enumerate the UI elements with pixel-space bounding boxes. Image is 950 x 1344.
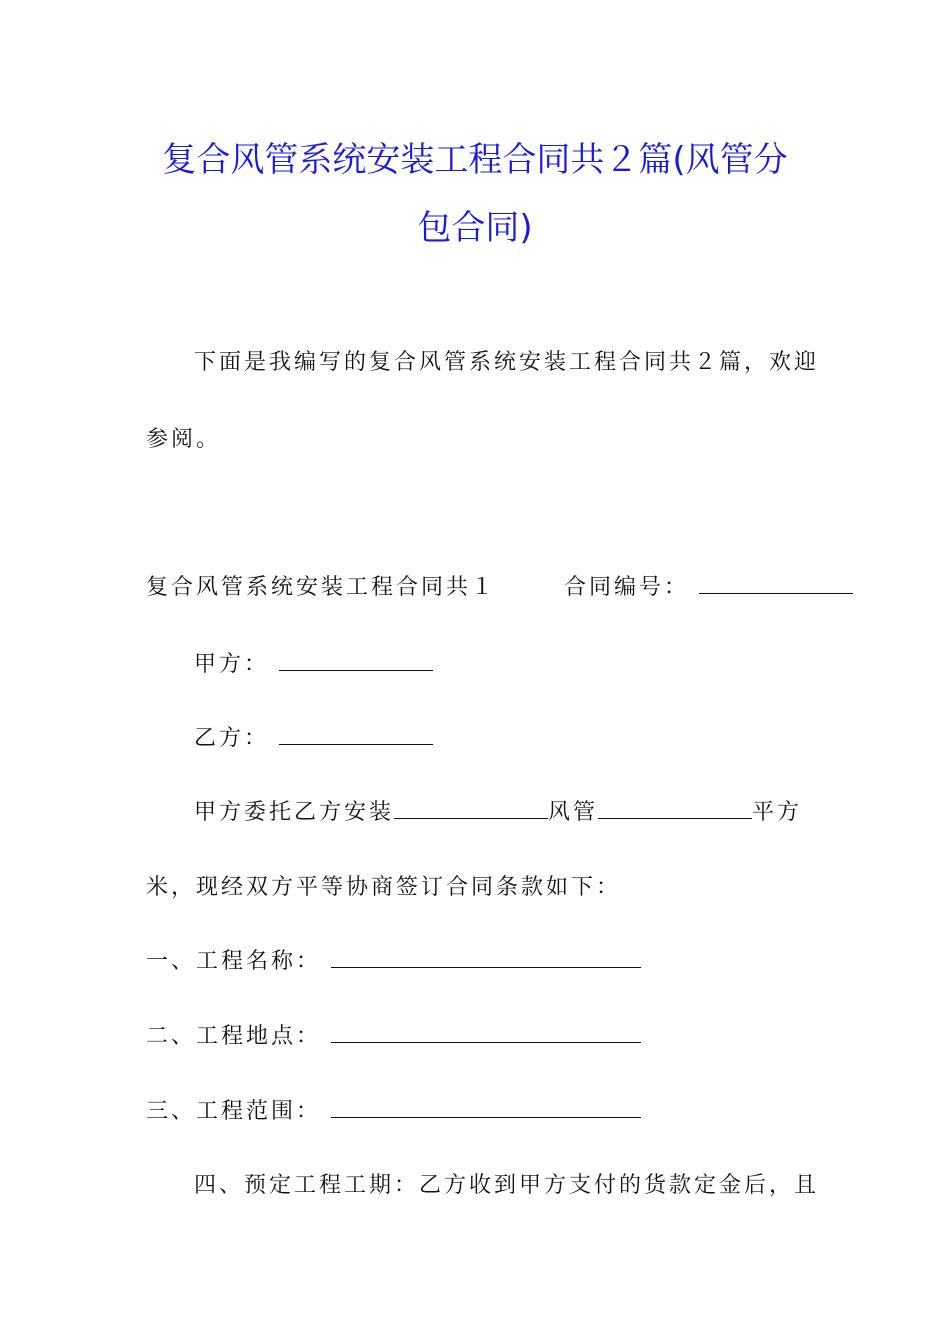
item-schedule: 四、预定工程工期：乙方收到甲方支付的货款定金后，且: [194, 1173, 820, 1198]
intro-paragraph-line-1: 下面是我编写的复合风管系统安装工程合同共２篇，欢迎: [194, 350, 820, 375]
party-a-line: [194, 647, 433, 678]
item-project-name: [146, 944, 641, 975]
party-b-line: [194, 721, 433, 752]
document-title-line-2: 包合同): [417, 208, 533, 248]
item-project-name-label: 一、工程名称：: [146, 949, 322, 974]
party-b-label: 乙方：: [194, 726, 270, 751]
intro-paragraph-line-2: 参阅。: [146, 427, 222, 452]
entrust-text-3: 平方: [752, 800, 803, 825]
item-project-location-label: 二、工程地点：: [146, 1024, 322, 1049]
project-location-blank: [331, 1024, 641, 1043]
party-b-blank: [279, 726, 433, 745]
contract-number-blank: [699, 575, 853, 594]
item-project-location: [146, 1019, 641, 1050]
contract-number-label: 合同编号：: [564, 575, 690, 600]
entrust-clause-line-1: [194, 795, 802, 826]
party-a-label: 甲方：: [194, 652, 270, 677]
area-blank: [598, 800, 752, 819]
contract-title: 复合风管系统安装工程合同共１: [146, 575, 497, 600]
party-a-blank: [279, 652, 433, 671]
entrust-text-1: 甲方委托乙方安装: [194, 800, 395, 825]
install-item-blank: [394, 800, 548, 819]
entrust-text-2: 风管: [548, 800, 599, 825]
item-project-scope: [146, 1094, 641, 1125]
contract-heading: [146, 570, 853, 601]
document-title-line-1: 复合风管系统安装工程合同共２篇(风管分: [162, 140, 788, 180]
entrust-clause-line-2: 米，现经双方平等协商签订合同条款如下：: [146, 875, 622, 900]
project-scope-blank: [331, 1099, 641, 1118]
project-name-blank: [331, 949, 641, 968]
item-project-scope-label: 三、工程范围：: [146, 1099, 322, 1124]
